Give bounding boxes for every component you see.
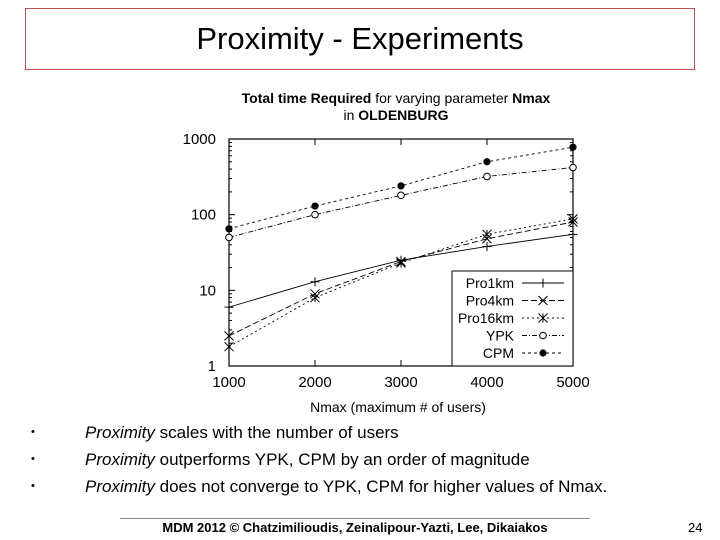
chart-title-part: in [343,107,359,123]
marker-plus [311,277,320,286]
data-point-pro16km [483,230,492,239]
y-tick-label: 100 [190,206,216,224]
data-point-cpm [483,158,490,165]
x-tick-label: 5000 [556,374,590,391]
bullet-marker: • [31,453,35,465]
marker-dot [539,349,546,356]
data-point-ypk [226,234,233,241]
x-tick-label: 3000 [384,374,418,391]
chart-title-part: Total time Required [241,90,372,106]
marker-circle [540,332,547,339]
marker-plus [569,230,578,239]
series-line-ypk [229,168,573,238]
marker-circle [570,164,577,171]
marker-star [225,342,234,351]
data-point-ypk [570,164,577,171]
data-point-pro1km [225,303,234,312]
bullet-item [28,473,718,500]
chart-title-part: OLDENBURG [358,107,449,123]
data-point-cpm [397,182,404,189]
bullet-emphasis: Proximity [85,477,155,496]
legend-marker [540,332,547,339]
data-point-pro1km [311,277,320,286]
legend-label: Pro4km [465,292,514,309]
bullet-emphasis: Proximity [85,423,155,442]
bullet-emphasis: Proximity [85,450,155,469]
marker-plus [225,303,234,312]
data-point-ypk [484,173,491,180]
bullet-text: outperforms YPK, CPM by an order of magnitude [154,450,530,469]
marker-dot [483,158,490,165]
chart-title-part: for varying parameter [371,90,513,106]
legend-label: YPK [485,327,514,344]
data-point-ypk [312,211,319,218]
y-tick-label: 1000 [182,131,216,148]
footer-divider [120,518,590,519]
slide-title: Proximity - Experiments [196,21,524,56]
data-point-pro16km [311,293,320,302]
chart-title-part: Nmax [512,90,551,106]
legend-label: CPM [482,345,514,361]
data-point-pro16km [225,342,234,351]
marker-circle [398,192,405,199]
x-tick-label: 1000 [212,374,246,391]
bullet-text: scales with the number of users [154,423,399,442]
data-point-cpm [311,202,318,209]
bullet-item [28,446,718,473]
chart-title [242,90,551,106]
data-point-cpm [225,225,232,232]
marker-star [483,230,492,239]
data-point-pro1km [483,242,492,251]
marker-plus [483,242,492,251]
marker-dot [311,202,318,209]
legend-label: Pro16km [457,310,514,326]
x-tick-label: 2000 [298,374,332,391]
bullet-marker: • [31,480,35,492]
bullet-item [28,419,718,446]
data-point-pro1km [569,230,578,239]
x-tick-label: 4000 [470,374,504,391]
marker-circle [484,173,491,180]
bullet-marker: • [31,426,35,438]
legend-label: Pro1km [465,275,514,291]
data-point-ypk [398,192,405,199]
page-number: 24 [688,520,703,535]
y-tick-label: 1 [207,358,216,375]
marker-dot [569,144,576,151]
chart-title-line2 [343,107,448,123]
marker-dot [225,225,232,232]
legend-marker [539,349,546,356]
bullet-list [28,419,718,500]
marker-dot [397,182,404,189]
y-tick-label: 10 [199,282,216,300]
marker-star [311,293,320,302]
x-axis-label: Nmax (maximum # of users) [310,399,486,415]
data-point-cpm [569,144,576,151]
marker-circle [312,211,319,218]
bullet-text: does not converge to YPK, CPM for higher values of Nmax. [154,477,608,496]
footer-credit: MDM 2012 © Chatzimilioudis, Zeinalipour-Yazti, Lee, Dikaiakos [162,520,548,535]
marker-circle [226,234,233,241]
